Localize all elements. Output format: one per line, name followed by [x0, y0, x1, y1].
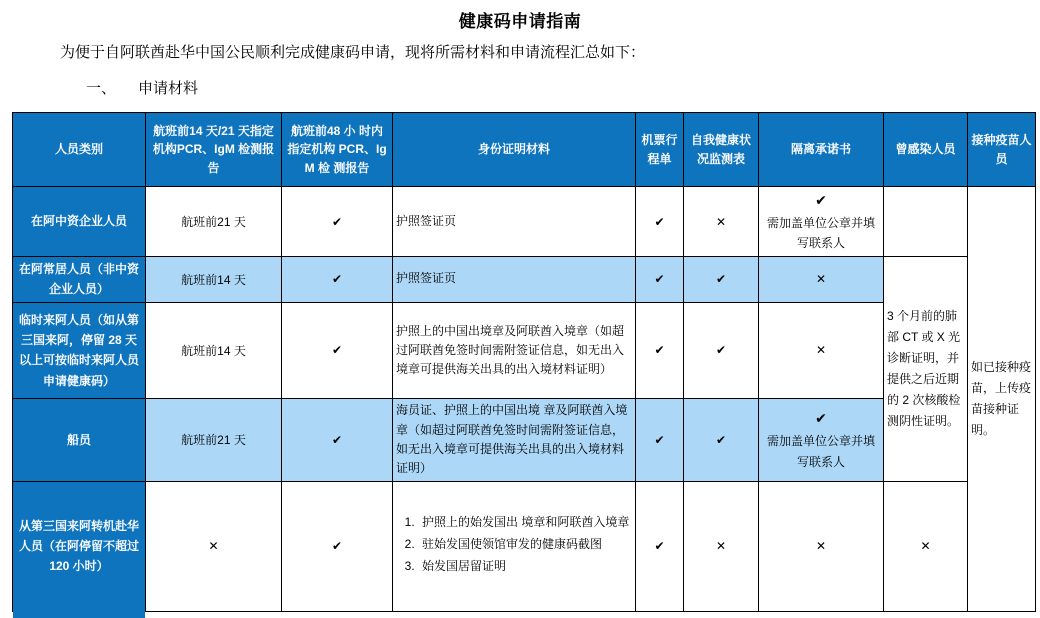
- identity-item: 2. 驻始发国使领馆审发的健康码截图: [418, 535, 630, 553]
- section-heading: [86, 77, 198, 98]
- cell-pcr-48h-mark: ✔: [282, 481, 393, 611]
- header-pcr-48h: 航班前48 小 时内指定机构 PCR、IgM 检 测报告: [282, 113, 393, 187]
- row-category: 从第三国来阿转机赴华人员（在阿停留不超过 120 小时）: [13, 481, 146, 611]
- cell-pcr-window: 航班前21 天: [146, 187, 282, 257]
- cell-pcr-window: 航班前14 天: [146, 302, 282, 398]
- row-category: 在阿常居人员（非中资企业人员）: [13, 257, 146, 303]
- cell-infected-mark: ✕: [884, 481, 968, 611]
- cell-ticket-mark: ✔: [636, 257, 684, 303]
- quarantine-mark: ✔: [815, 192, 827, 209]
- next-row-cutoff-sliver: [13, 611, 145, 618]
- cell-pcr-48h-mark: ✔: [282, 302, 393, 398]
- cell-pcr-48h-mark: ✔: [282, 187, 393, 257]
- cell-ticket-mark: ✔: [636, 302, 684, 398]
- section-number: 一、: [86, 80, 117, 97]
- cell-pcr-48h-mark: ✔: [282, 257, 393, 303]
- row-transit-passenger: [13, 481, 1036, 611]
- cell-ticket-mark: ✔: [636, 481, 684, 611]
- cell-vaccine-note-merged: 如已接种疫苗，上传疫苗接种证明。: [968, 187, 1036, 612]
- cell-quarantine: [759, 187, 884, 257]
- header-person-category: 人员类别: [13, 113, 146, 187]
- identity-ordered-list: [396, 513, 632, 575]
- header-health-monitor-form: 自我健康状况监测表: [684, 113, 759, 187]
- cell-ticket-mark: ✔: [636, 398, 684, 481]
- header-ticket-itinerary: 机票行程单: [636, 113, 684, 187]
- row-category: 在阿中资企业人员: [13, 187, 146, 257]
- header-row: [13, 113, 1036, 187]
- header-previously-infected: 曾感染人员: [884, 113, 968, 187]
- identity-item: 1. 护照上的始发国出 境章和阿联酋入境章: [418, 513, 630, 531]
- cell-identity-list: [393, 481, 636, 611]
- cell-quarantine: [759, 398, 884, 481]
- row-category: 临时来阿人员（如从第三国来阿，停留 28 天以上可按临时来阿人员申请健康码）: [13, 302, 146, 398]
- intro-paragraph: 为便于自阿联酋赴华中国公民顺利完成健康码申请，现将所需材料和申请流程汇总如下：: [60, 44, 646, 61]
- page-title: 健康码申请指南: [458, 12, 582, 31]
- row-chinese-enterprise: [13, 187, 1036, 257]
- cell-pcr-window: 航班前21 天: [146, 398, 282, 481]
- cell-quarantine-mark: ✕: [759, 257, 884, 303]
- row-seafarer: [13, 398, 1036, 481]
- cell-identity: 护照签证页: [393, 257, 636, 303]
- cell-ticket-mark: ✔: [636, 187, 684, 257]
- cell-health-form-mark: ✔: [684, 257, 759, 303]
- cell-health-form-mark: ✕: [684, 187, 759, 257]
- header-quarantine-letter: 隔离承诺书: [759, 113, 884, 187]
- cell-health-form-mark: ✔: [684, 302, 759, 398]
- cell-identity: 护照上的中国出境章及阿联酋入境章（如超过阿联酋免签时间需附签证信息，如无出入境章可提供海关出具的出入境材料证明）: [393, 302, 636, 398]
- cell-identity: 护照签证页: [393, 187, 636, 257]
- cell-infected-empty: [884, 187, 968, 257]
- quarantine-note: 需加盖单位公章并填写联系人: [766, 434, 875, 469]
- section-title: 申请材料: [138, 80, 199, 97]
- cell-health-form-mark: ✕: [684, 481, 759, 611]
- header-pcr-14-21: 航班前14 天/21 天指定机构PCR、IgM 检测报告: [146, 113, 282, 187]
- cell-quarantine-mark: ✕: [759, 481, 884, 611]
- quarantine-note: 需加盖单位公章并填写联系人: [766, 216, 875, 251]
- cell-infected-note-merged: 3 个月前的肺部 CT 或 X 光诊断证明，并提供之后近期的 2 次核酸检测阴性证明。: [884, 257, 968, 482]
- row-temporary-visitor: [13, 302, 1036, 398]
- cell-pcr-window-mark: ✕: [146, 481, 282, 611]
- quarantine-mark: ✔: [815, 410, 827, 427]
- cell-health-form-mark: ✔: [684, 398, 759, 481]
- cell-quarantine-mark: ✕: [759, 302, 884, 398]
- row-resident: [13, 257, 1036, 303]
- materials-table: [12, 112, 1036, 612]
- cell-pcr-window: 航班前14 天: [146, 257, 282, 303]
- identity-item: 3. 始发国居留证明: [418, 557, 630, 575]
- row-category: 船员: [13, 398, 146, 481]
- cell-identity: 海员证、护照上的中国出境 章及阿联酋入境章（如超过阿联酋免签时间需附签证信息，如无出入境章可提供海关出具的出入境材料证明）: [393, 398, 636, 481]
- header-vaccinated: 接种疫苗人员: [968, 113, 1036, 187]
- header-identity-docs: 身份证明材料: [393, 113, 636, 187]
- cell-pcr-48h-mark: ✔: [282, 398, 393, 481]
